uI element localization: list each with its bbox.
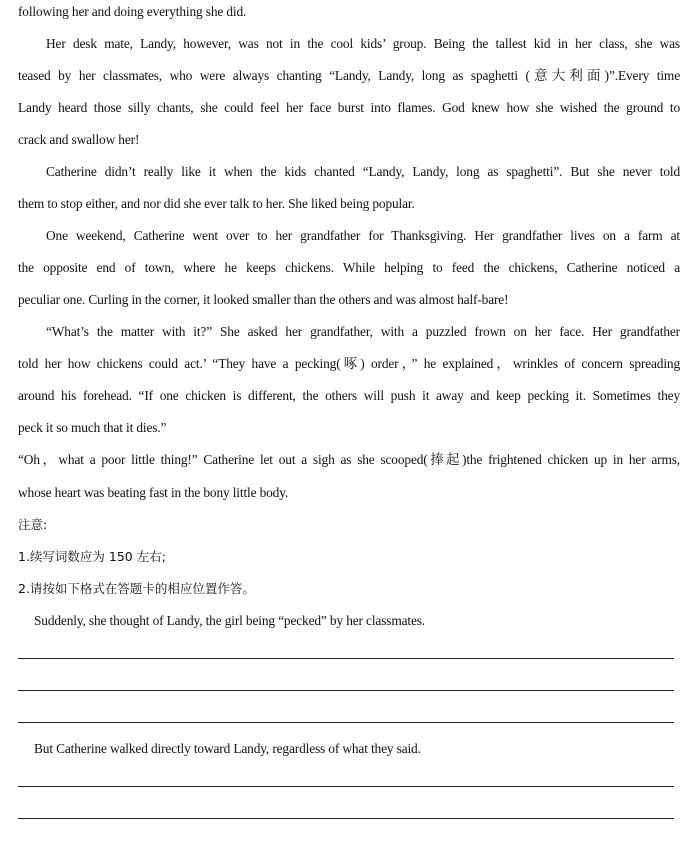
- answer-line: [18, 658, 674, 659]
- passage-line: them to stop either, and nor did she ever talk to her. She liked being popular.: [18, 196, 415, 211]
- answer-line: [18, 786, 674, 787]
- passage-line: teased by her classmates, who were always chanting “Landy, Landy, long as spaghetti (意大利面)”.Every time: [18, 68, 680, 83]
- passage-line: around his forehead. “If one chicken is different, the others will push it away and keep pecking it. Sometimes they: [18, 388, 680, 403]
- passage-line: peck it so much that it dies.”: [18, 420, 167, 435]
- answer-line: [18, 722, 674, 723]
- passage-line: Catherine didn’t really like it when the kids chanted “Landy, Landy, long as spaghetti”. But she never told: [46, 164, 680, 179]
- passage-line: Her desk mate, Landy, however, was not in the cool kids’ group. Being the tallest kid in her class, she was: [46, 36, 680, 51]
- paragraph1-prompt: Suddenly, she thought of Landy, the girl being “pecked” by her classmates.: [34, 613, 426, 628]
- notes-heading: 注意:: [18, 517, 48, 532]
- answer-line: [18, 690, 674, 691]
- passage-line: “What’s the matter with it?” She asked her grandfather, with a puzzled frown on her face. Her grandfather: [46, 324, 680, 339]
- passage-line: Landy heard those silly chants, she could feel her face burst into flames. God knew how she wished the ground to: [18, 100, 680, 115]
- passage-line: following her and doing everything she did.: [18, 4, 247, 19]
- answer-line: [18, 818, 674, 819]
- passage-line: “Oh，what a poor little thing!” Catherine let out a sigh as she scooped(捧起)the frightened chicken up in her arms,: [18, 452, 680, 467]
- passage-line: whose heart was beating fast in the bony little body.: [18, 485, 289, 500]
- passage-line: crack and swallow her!: [18, 132, 140, 147]
- paragraph2-prompt: But Catherine walked directly toward Landy, regardless of what they said.: [34, 741, 421, 756]
- notes-item: 1.续写词数应为 150 左右;: [18, 549, 166, 564]
- passage-line: peculiar one. Curling in the corner, it looked smaller than the others and was almost half-bare!: [18, 292, 509, 307]
- notes-item: 2.请按如下格式在答题卡的相应位置作答。: [18, 581, 255, 596]
- passage-line: One weekend, Catherine went over to her grandfather for Thanksgiving. Her grandfather lives on a farm at: [46, 228, 680, 243]
- passage-line: the opposite end of town, where he keeps chickens. While helping to feed the chickens, Catherine noticed a: [18, 260, 680, 275]
- passage-line: told her how chickens could act.’ “They have a pecking(啄) order，” he explained，wrinkles of concern spreading: [18, 356, 680, 371]
